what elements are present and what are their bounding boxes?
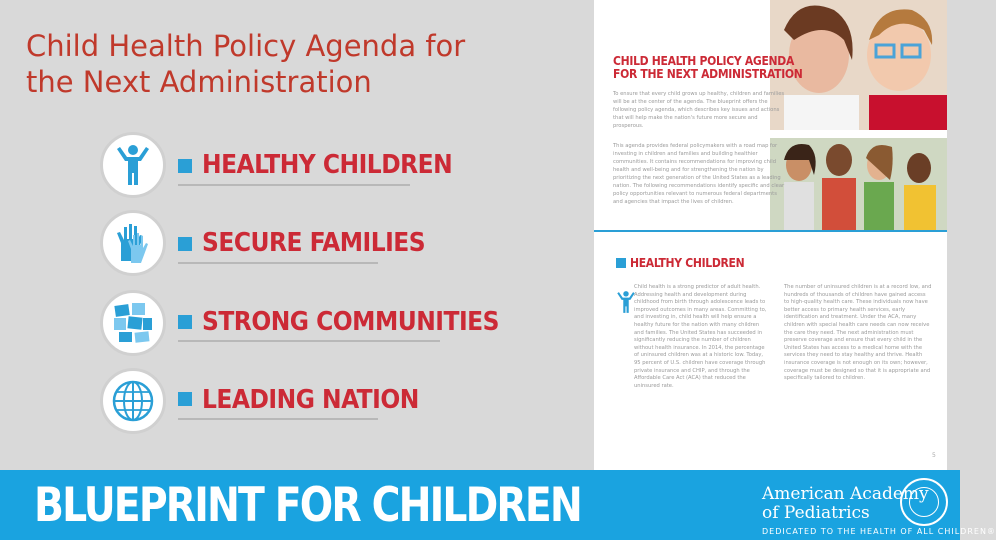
bullet-square — [178, 159, 192, 173]
document-intro-text: To ensure that every child grows up healthy, children and families will be at the center of the agenda. The blueprint offers the following policy agenda, which describes key issues and actions that will help make the nation's future more secure and prosperous. — [613, 91, 785, 129]
globe-icon — [100, 368, 166, 434]
bullet-square — [178, 392, 192, 406]
divider — [178, 418, 378, 420]
org-tagline: DEDICATED TO THE HEALTH OF ALL CHILDREN® — [762, 527, 996, 536]
pillar-healthy-children — [100, 132, 560, 208]
pillar-label: HEALTHY CHILDREN — [202, 150, 453, 180]
page-number: 5 — [932, 452, 936, 459]
divider — [178, 262, 378, 264]
pillar-list — [0, 0, 560, 470]
puzzle-blocks-icon — [100, 290, 166, 356]
slide-title-line-1: Child Health Policy Agenda for — [26, 29, 466, 63]
aap-seal-logo — [900, 478, 948, 526]
org-name-line-2: of Pediatrics — [762, 503, 870, 523]
hands-icon — [100, 210, 166, 276]
bullet-square — [178, 315, 192, 329]
document-preview — [594, 0, 947, 470]
child-figure-icon — [100, 132, 166, 198]
document-body-text: This agenda provides federal policymakers with a road map for investing in children and families and building healthier communities. It contains recommendations for improving child health and well-being and for strengthening the nation by prioritizing the next generation of the United States as a leading nation. The following recommendations identify specific and clear policy opportunities relevant to numerous federal departments and agencies that impact the lives of children. — [613, 143, 785, 205]
document-title — [613, 55, 803, 81]
pillar-leading-nation — [100, 368, 560, 444]
pillar-secure-families — [100, 210, 560, 286]
document-title-line-2: FOR THE NEXT ADMINISTRATION — [613, 67, 803, 81]
document-column-1: Child health is a strong predictor of adult health. Addressing health and development during childhood from birth through adolescence leads to improved outcomes in many areas. Committing to, and investing in, child health will help ensure a healthy future for the nation with many children and families. The United States has succeeded in significantly reducing the number of children without health insurance. In 2014, the percentage of uninsured children was at a historic low. Today, 95 percent of U.S. children have coverage through private insurance and CHIP, and through the Affordable Care Act (ACA) that reduced the uninsured rate. — [634, 284, 767, 389]
banner-title: BLUEPRINT FOR CHILDREN — [34, 478, 581, 533]
pillar-label: STRONG COMMUNITIES — [202, 307, 499, 337]
seal-inner-ring — [909, 487, 939, 517]
pillar-label: LEADING NATION — [202, 385, 419, 415]
footer-banner — [0, 470, 996, 540]
slide-title-line-2: the Next Administration — [26, 65, 372, 99]
org-name-line-1: American Academy — [762, 484, 929, 504]
bullet-square — [178, 237, 192, 251]
bullet-square — [616, 258, 626, 268]
divider — [178, 184, 410, 186]
document-section-heading-label: HEALTHY CHILDREN — [630, 256, 745, 270]
document-title-line-1: CHILD HEALTH POLICY AGENDA — [613, 54, 795, 68]
divider — [178, 340, 440, 342]
pillar-label: SECURE FAMILIES — [202, 228, 426, 258]
pillar-strong-communities — [100, 290, 560, 366]
document-column-2: The number of uninsured children is at a record low, and hundreds of thousands of children have gained access to high-quality health care. These individuals now have better access to primary health services, early identification and treatment. Under the ACA, many children with special health care needs can now receive the care they need. The next administration must preserve coverage and ensure that every child in the United States has access to a medical home with the services they need to stay healthy and thrive. Health insurance coverage is not enough on its own; however, coverage must be designed so that it is appropriate and specifically tailored to children. — [784, 284, 932, 382]
